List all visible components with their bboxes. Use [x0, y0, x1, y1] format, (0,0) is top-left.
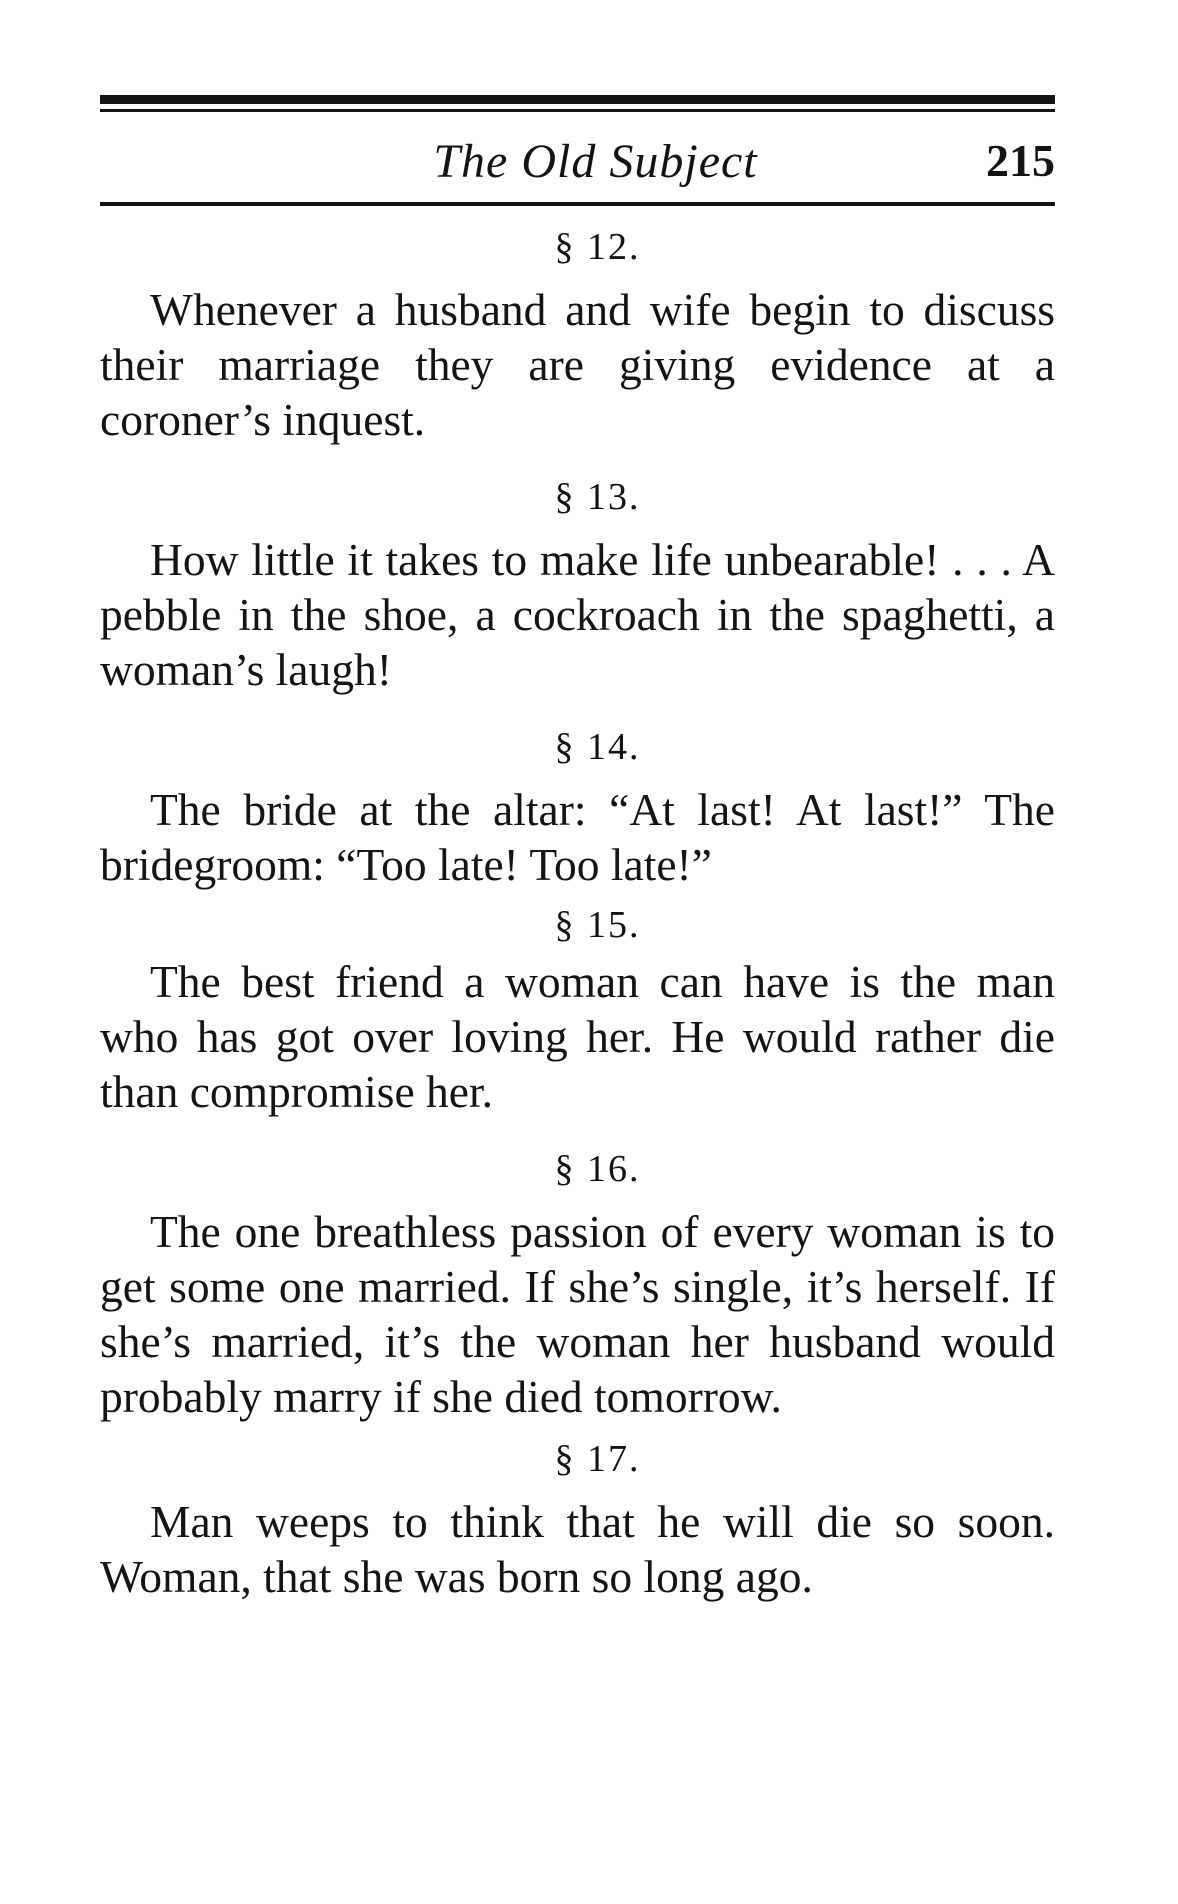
running-title: The Old Subject [433, 135, 758, 188]
section-14 [100, 724, 1055, 892]
section-16 [100, 1146, 1055, 1424]
running-header [100, 112, 1055, 202]
section-text: The one breathless passion of every woman is to get some one married. If she’s single, it’s herself. If she’s married, it’s the woman her husband would probably marry if she died tomorrow. [100, 1206, 1055, 1422]
section-17 [100, 1436, 1055, 1604]
section-13 [100, 474, 1055, 697]
page-number: 215 [986, 135, 1055, 186]
section-text: How little it takes to make life unbearable! . . . A pebble in the shoe, a cockroach in the spaghetti, a woman’s laugh! [100, 534, 1055, 695]
section-text: Man weeps to think that he will die so soon. Woman, that she was born so long ago. [100, 1496, 1055, 1602]
section-mark: § 13. [554, 476, 641, 518]
section-mark: § 12. [554, 226, 641, 268]
section-mark: § 17. [554, 1438, 641, 1480]
section-15 [100, 902, 1055, 1119]
header-bottom-rule [100, 202, 1055, 206]
section-12 [100, 224, 1055, 447]
sections-container [100, 224, 1055, 1604]
section-mark: § 15. [554, 904, 641, 946]
header-double-rule-thick [100, 95, 1055, 104]
section-text: The best friend a woman can have is the man who has got over loving her. He would rather die than compromise her. [100, 956, 1055, 1117]
book-page [100, 95, 1055, 1604]
section-text: The bride at the altar: “At last! At last!” The bridegroom: “Too late! Too late!” [100, 784, 1055, 890]
section-text: Whenever a husband and wife begin to discuss their marriage they are giving evidence at a coroner’s inquest. [100, 284, 1055, 445]
section-mark: § 16. [554, 1148, 641, 1190]
section-mark: § 14. [554, 726, 641, 768]
